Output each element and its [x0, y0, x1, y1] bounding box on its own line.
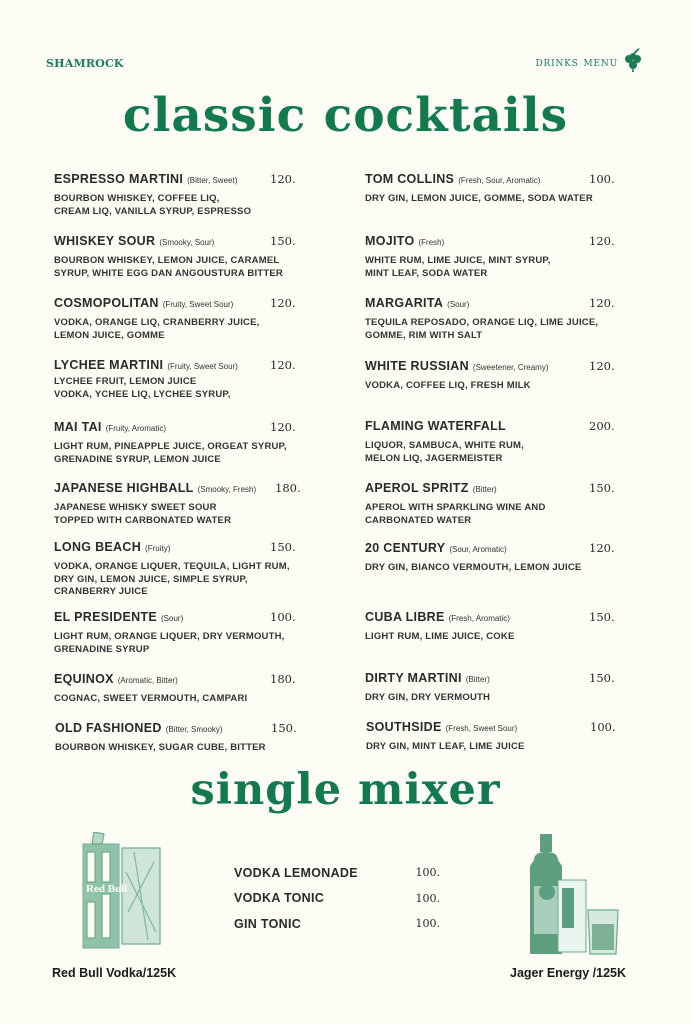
- item-notes: (Sour): [161, 614, 184, 623]
- red-bull-vodka-caption: Red Bull Vodka/125K: [52, 966, 177, 980]
- item-name: CUBA LIBRE: [365, 610, 445, 624]
- item-ingredients: [365, 317, 665, 342]
- item-price: 200.: [589, 419, 615, 433]
- ingredient-line: WHITE RUM, LIME JUICE, MINT SYRUP,: [365, 255, 551, 266]
- item-notes: (Bitter): [465, 675, 490, 684]
- ingredient-line: DRY GIN, LEMON JUICE, GOMME, SODA WATER: [365, 193, 593, 204]
- menu-item: [365, 541, 665, 575]
- ingredient-line: LEMON JUICE, GOMME: [54, 329, 165, 341]
- item-ingredients: [54, 255, 354, 280]
- item-price: 150.: [589, 610, 615, 624]
- ingredient-line: LIGHT RUM, PINEAPPLE JUICE, ORGEAT SYRUP,: [54, 441, 287, 452]
- menu-item: [54, 172, 354, 218]
- item-price: 150.: [271, 721, 297, 735]
- item-name: OLD FASHIONED: [55, 721, 162, 735]
- item-name: WHISKEY SOUR: [54, 234, 156, 248]
- item-price: 120.: [589, 234, 615, 248]
- item-name: LYCHEE MARTINI: [54, 358, 164, 372]
- item-name: EL PRESIDENTE: [54, 610, 157, 624]
- ingredient-line: TOPPED WITH CARBONATED WATER: [54, 514, 232, 526]
- item-price: 120.: [589, 541, 615, 555]
- classic-cocktails-title: classic cocktails: [122, 88, 569, 143]
- item-name: APEROL SPRITZ: [365, 481, 469, 495]
- menu-item: [54, 540, 354, 599]
- ingredient-line: BOURBON WHISKEY, COFFEE LIQ,: [54, 193, 220, 204]
- red-bull-vodka-illustration: [78, 832, 164, 950]
- menu-item: [365, 359, 665, 393]
- menu-item: [54, 420, 354, 466]
- item-price: 120.: [270, 358, 296, 372]
- jager-energy-illustration: [524, 830, 634, 958]
- item-price: 120.: [270, 296, 296, 310]
- item-notes: (Smooky, Fresh): [197, 485, 257, 494]
- mixer-item: [234, 860, 454, 886]
- ingredient-line: SYRUP, WHITE EGG DAN ANGOUSTURA BITTER: [54, 267, 283, 279]
- mixer-item: [234, 911, 454, 937]
- ingredient-line: BOURBON WHISKEY, SUGAR CUBE, BITTER: [55, 742, 266, 753]
- item-ingredients: [54, 376, 354, 401]
- ingredient-line: COGNAC, SWEET VERMOUTH, CAMPARI: [54, 693, 248, 704]
- item-name: TOM COLLINS: [365, 172, 455, 186]
- ingredient-line: MELON LIQ, JAGERMEISTER: [365, 452, 503, 464]
- item-price: 100.: [590, 720, 616, 734]
- ingredient-line: CARBONATED WATER: [365, 514, 472, 526]
- menu-item: [365, 610, 665, 644]
- item-notes: (Bitter, Sweet): [187, 176, 238, 185]
- item-ingredients: [54, 317, 354, 342]
- brand-name: SHAMROCK: [46, 57, 124, 70]
- menu-item: [54, 610, 354, 656]
- item-name: COSMOPOLITAN: [54, 296, 159, 310]
- item-name: MOJITO: [365, 234, 415, 248]
- ingredient-line: LIGHT RUM, ORANGE LIQUER, DRY VERMOUTH,: [54, 631, 285, 642]
- item-ingredients: [366, 741, 666, 754]
- item-notes: (Fresh): [418, 238, 445, 247]
- ingredient-line: DRY GIN, MINT LEAF, LIME JUICE: [366, 741, 525, 752]
- ingredient-line: VODKA, ORANGE LIQUER, TEQUILA, LIGHT RUM,: [54, 561, 290, 572]
- item-ingredients: [54, 502, 354, 527]
- item-notes: (Bitter, Smooky): [165, 725, 223, 734]
- ingredient-line: LYCHEE FRUIT, LEMON JUICE: [54, 376, 197, 387]
- item-price: 120.: [589, 296, 615, 310]
- ingredient-line: DRY GIN, LEMON JUICE, SIMPLE SYRUP,: [54, 573, 248, 585]
- ingredient-line: GRENADINE SYRUP: [54, 643, 150, 655]
- menu-item: [366, 720, 666, 754]
- item-ingredients: [55, 742, 355, 755]
- menu-item: [365, 234, 665, 280]
- jager-energy-caption: Jager Energy /125K: [510, 966, 627, 980]
- menu-item: [365, 671, 665, 705]
- item-ingredients: [365, 255, 665, 280]
- item-name: FLAMING WATERFALL: [365, 419, 506, 433]
- item-ingredients: [365, 502, 665, 527]
- mixer-price: 100.: [415, 891, 440, 905]
- drinks-menu-label: drinks menu: [535, 55, 618, 70]
- item-notes: (Sour): [447, 300, 470, 309]
- item-name: DIRTY MARTINI: [365, 671, 462, 685]
- ingredient-line: CRANBERRY JUICE: [54, 586, 148, 597]
- item-ingredients: [365, 193, 665, 206]
- item-notes: (Bitter): [472, 485, 497, 494]
- menu-item: [54, 358, 354, 401]
- item-notes: (Sour, Aromatic): [449, 545, 507, 554]
- item-price: 100.: [270, 610, 296, 624]
- item-ingredients: [365, 440, 665, 465]
- item-ingredients: [54, 441, 354, 466]
- item-price: 150.: [270, 234, 296, 248]
- item-notes: (Sweetener, Creamy): [472, 363, 549, 372]
- item-ingredients: [365, 631, 665, 644]
- menu-item: [365, 419, 665, 465]
- item-ingredients: [365, 562, 665, 575]
- item-ingredients: [54, 631, 354, 656]
- ingredient-line: JAPANESE WHISKY SWEET SOUR: [54, 502, 217, 513]
- ingredient-line: DRY GIN, BIANCO VERMOUTH, LEMON JUICE: [365, 562, 582, 573]
- svg-text:Red Bull: Red Bull: [86, 883, 128, 895]
- item-price: 180.: [270, 672, 296, 686]
- item-name: 20 CENTURY: [365, 541, 446, 555]
- item-notes: (Fresh, Sour, Aromatic): [458, 176, 541, 185]
- single-mixer-title: single mixer: [190, 765, 501, 815]
- item-price: 150.: [589, 481, 615, 495]
- ingredient-line: LIGHT RUM, LIME JUICE, COKE: [365, 631, 515, 642]
- mixer-name: VODKA LEMONADE: [234, 865, 358, 880]
- ingredient-line: LIQUOR, SAMBUCA, WHITE RUM,: [365, 440, 524, 451]
- menu-item: [55, 721, 355, 755]
- menu-item: [54, 234, 354, 280]
- item-notes: (Fruity, Aromatic): [105, 424, 167, 433]
- item-price: 100.: [589, 172, 615, 186]
- menu-item: [54, 672, 354, 706]
- ingredient-line: GRENADINE SYRUP, LEMON JUICE: [54, 453, 221, 465]
- item-name: MAI TAI: [54, 420, 102, 434]
- item-notes: (Fruity, Sweet Sour): [162, 300, 234, 309]
- item-ingredients: [365, 692, 665, 705]
- item-notes: (Smooky, Sour): [159, 238, 215, 247]
- mixer-price: 100.: [415, 866, 440, 880]
- ingredient-line: VODKA, ORANGE LIQ, CRANBERRY JUICE,: [54, 317, 260, 328]
- item-ingredients: [54, 193, 354, 218]
- item-price: 150.: [589, 671, 615, 685]
- item-price: 120.: [270, 420, 296, 434]
- shamrock-icon: [623, 47, 643, 78]
- item-notes: (Fruity): [145, 544, 171, 553]
- item-price: 180.: [275, 481, 301, 495]
- ingredient-line: MINT LEAF, SODA WATER: [365, 267, 488, 279]
- menu-item: [54, 296, 354, 342]
- single-mixer-list: [234, 860, 454, 937]
- ingredient-line: GOMME, RIM WITH SALT: [365, 329, 483, 341]
- ingredient-line: DRY GIN, DRY VERMOUTH: [365, 692, 491, 703]
- item-price: 120.: [270, 172, 296, 186]
- menu-item: [365, 172, 665, 206]
- mixer-price: 100.: [415, 917, 440, 931]
- mixer-name: VODKA TONIC: [234, 891, 325, 906]
- item-name: EQUINOX: [54, 672, 114, 686]
- item-notes: (Fresh, Aromatic): [448, 614, 510, 623]
- item-price: 120.: [589, 359, 615, 373]
- item-ingredients: [54, 561, 354, 599]
- ingredient-line: VODKA, COFFEE LIQ, FRESH MILK: [365, 380, 531, 391]
- mixer-name: GIN TONIC: [234, 916, 302, 931]
- item-name: ESPRESSO MARTINI: [54, 172, 184, 186]
- menu-item: [365, 481, 665, 527]
- item-notes: (Fresh, Sweet Sour): [445, 724, 518, 733]
- mixer-item: [234, 886, 454, 912]
- item-ingredients: [54, 693, 354, 706]
- item-notes: (Aromatic, Bitter): [117, 676, 178, 685]
- item-name: MARGARITA: [365, 296, 444, 310]
- item-ingredients: [365, 380, 665, 393]
- item-notes: (Fruity, Sweet Sour): [167, 362, 238, 371]
- item-price: 150.: [270, 540, 296, 554]
- ingredient-line: TEQUILA REPOSADO, ORANGE LIQ, LIME JUICE,: [365, 317, 599, 328]
- item-name: SOUTHSIDE: [366, 720, 442, 734]
- ingredient-line: VODKA, YCHEE LIQ, LYCHEE SYRUP,: [54, 388, 231, 400]
- ingredient-line: CREAM LIQ, VANILLA SYRUP, ESPRESSO: [54, 205, 252, 217]
- item-name: WHITE RUSSIAN: [365, 359, 469, 373]
- drinks-menu-tag: [536, 47, 644, 78]
- menu-item: [54, 481, 354, 527]
- ingredient-line: BOURBON WHISKEY, LEMON JUICE, CARAMEL: [54, 255, 280, 266]
- item-name: JAPANESE HIGHBALL: [54, 481, 194, 495]
- menu-item: [365, 296, 665, 342]
- ingredient-line: APEROL WITH SPARKLING WINE AND: [365, 502, 546, 513]
- item-name: LONG BEACH: [54, 540, 142, 554]
